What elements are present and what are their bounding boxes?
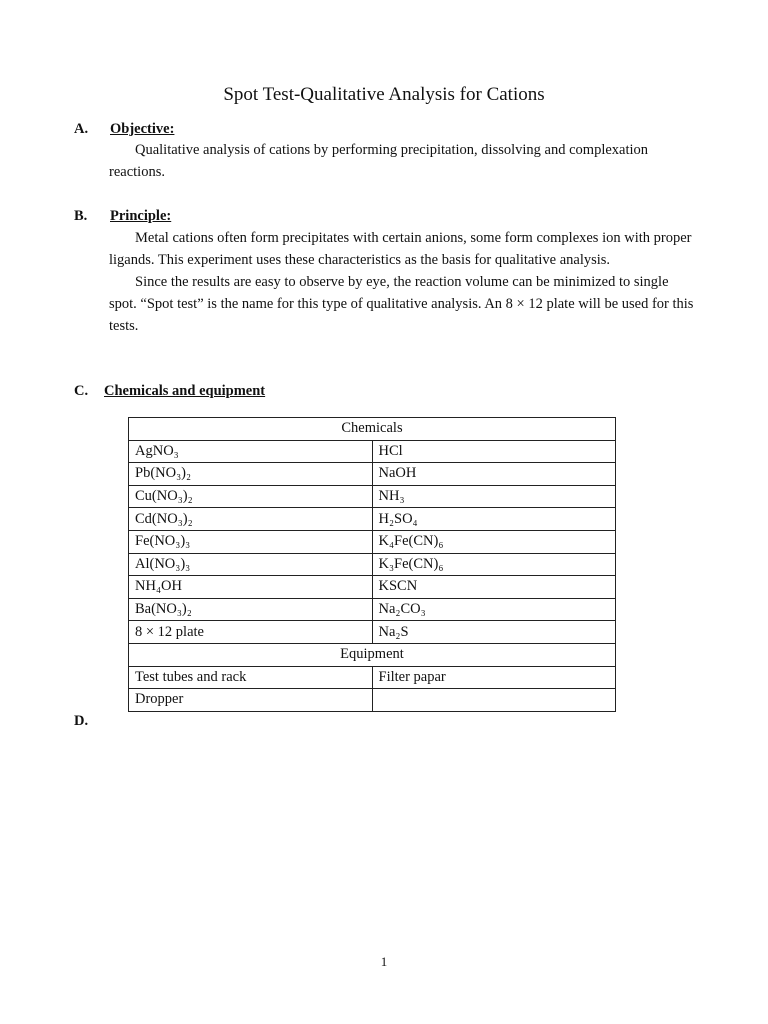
table-row <box>129 485 616 508</box>
table-row <box>129 440 616 463</box>
equipment-header: Equipment <box>129 643 616 666</box>
section-c-letter: C. <box>74 383 89 399</box>
table-cell: K₃Fe(CN)₆ <box>372 553 616 576</box>
principle-text-1: Metal cations often form precipitates with certain anions, some form complexes ion with proper ligands. This experiment uses these characteristics as the basis for qualitative analysis. <box>109 230 692 268</box>
section-a-heading <box>74 121 174 138</box>
section-b-heading <box>74 208 171 225</box>
table-cell: Ba(NO₃)₂ <box>129 598 373 621</box>
table-cell: H₂SO₄ <box>372 508 616 531</box>
table-row <box>129 598 616 621</box>
table-cell: KSCN <box>372 576 616 599</box>
chemicals-header: Chemicals <box>129 418 616 441</box>
section-a-letter: A. <box>74 121 89 137</box>
table-cell: K₄Fe(CN)₆ <box>372 530 616 553</box>
table-cell: Test tubes and rack <box>129 666 373 689</box>
table-cell <box>372 689 616 712</box>
table-row <box>129 576 616 599</box>
table-cell: NH₃ <box>372 485 616 508</box>
table-cell: Na₂S <box>372 621 616 644</box>
section-b-label: Principle: <box>110 208 172 224</box>
table-row <box>129 530 616 553</box>
table-row <box>129 508 616 531</box>
table-cell: 8 × 12 plate <box>129 621 373 644</box>
table-cell: Cd(NO₃)₂ <box>129 508 373 531</box>
objective-text: Qualitative analysis of cations by performing precipitation, dissolving and complexation reactions. <box>109 142 649 180</box>
section-b-letter: B. <box>74 208 88 224</box>
table-row <box>129 689 616 712</box>
table-cell: Filter papar <box>372 666 616 689</box>
table-cell: AgNO₃ <box>129 440 373 463</box>
section-d-letter: D. <box>74 713 89 729</box>
table-cell: HCl <box>372 440 616 463</box>
table-row <box>129 621 616 644</box>
section-c-heading <box>74 383 265 400</box>
table-cell: Al(NO₃)₃ <box>129 553 373 576</box>
table-cell: Fe(NO₃)₃ <box>129 530 373 553</box>
section-c-label: Chemicals and equipment <box>104 383 266 399</box>
table-cell: Cu(NO₃)₂ <box>129 485 373 508</box>
section-d-heading <box>74 713 110 730</box>
table-row <box>129 418 616 441</box>
table-row <box>129 463 616 486</box>
page-number: 1 <box>380 954 388 969</box>
table-row <box>129 643 616 666</box>
table-cell: Na₂CO₃ <box>372 598 616 621</box>
principle-paragraph-2 <box>109 271 699 337</box>
principle-text-2: Since the results are easy to observe by eye, the reaction volume can be minimized to single spot. “Spot test” is the name for this type of qualitative analysis. An 8 × 12 plate will be used for this tests. <box>109 274 694 334</box>
table-cell: Dropper <box>129 689 373 712</box>
objective-paragraph <box>109 139 699 183</box>
table-cell: Pb(NO₃)₂ <box>129 463 373 486</box>
table-cell: NaOH <box>372 463 616 486</box>
document-title: Spot Test-Qualitative Analysis for Cations <box>223 84 545 105</box>
section-a-label: Objective: <box>110 121 175 137</box>
table-cell: NH₄OH <box>129 576 373 599</box>
chemicals-equipment-table <box>128 417 616 712</box>
table-row <box>129 666 616 689</box>
principle-paragraph-1 <box>109 227 699 271</box>
table-row <box>129 553 616 576</box>
